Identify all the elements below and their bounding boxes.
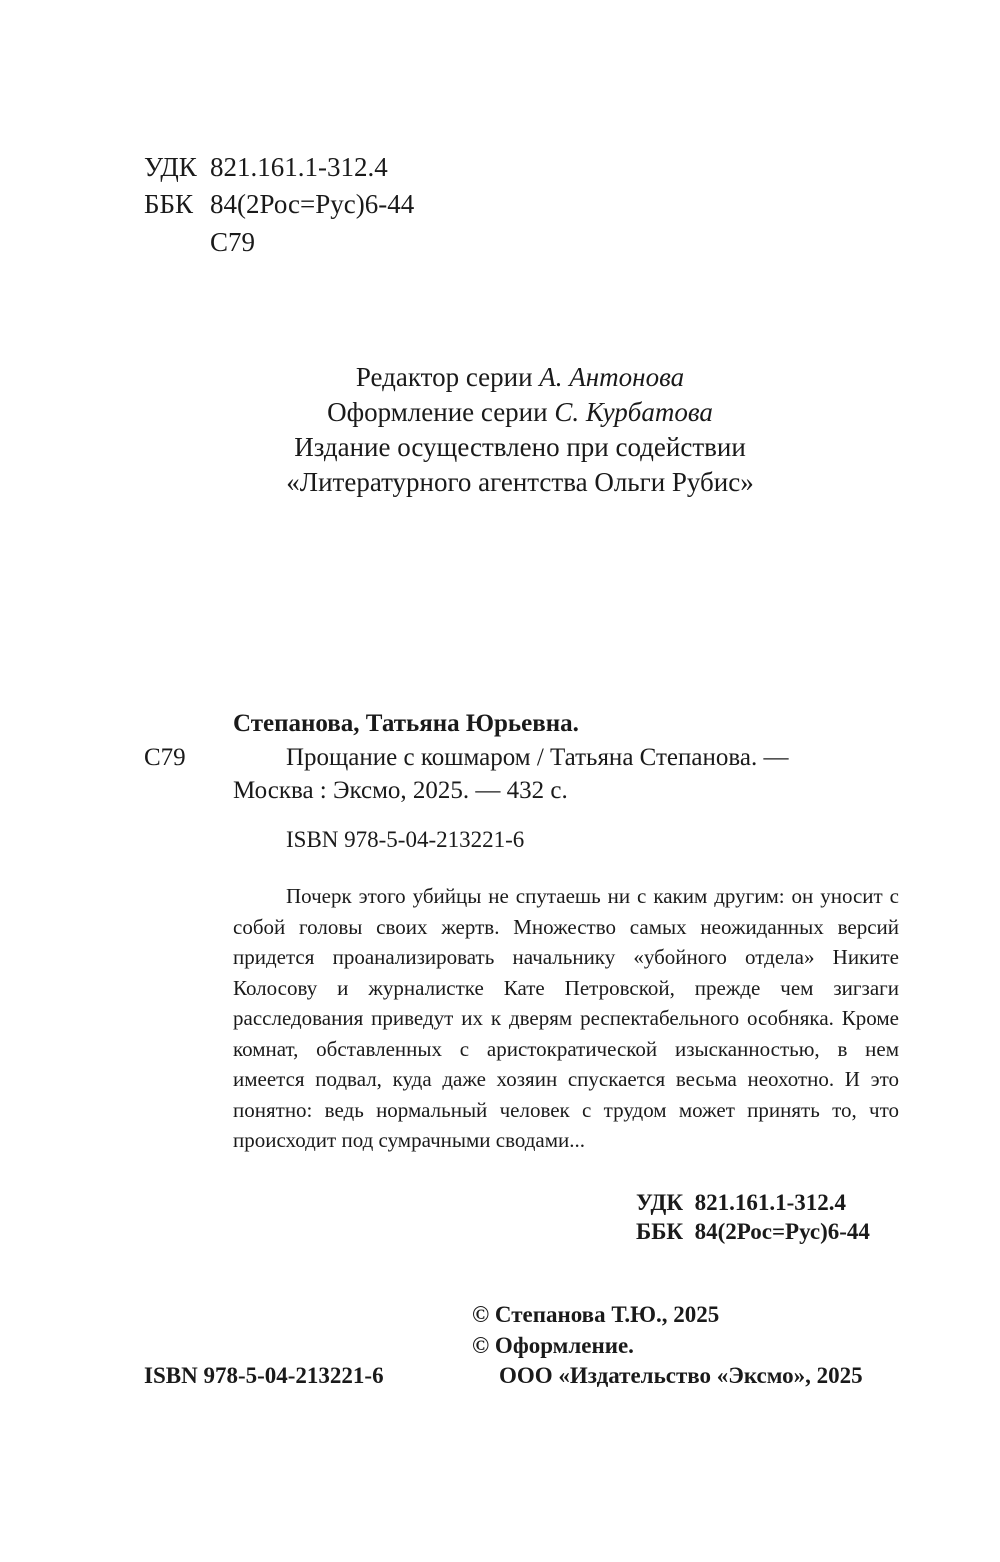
udk-bottom-value: 821.161.1-312.4 [694, 1190, 846, 1215]
card-isbn: ISBN 978-5-04-213221-6 [286, 827, 525, 852]
author-mark-top: С79 [210, 227, 256, 257]
support-line-1: Издание осуществлено при содействии [294, 432, 746, 462]
udk-bottom [636, 1187, 846, 1219]
udk-bottom-label: УДК [636, 1190, 684, 1215]
editor-label: Редактор серии [355, 362, 533, 392]
design-label: Оформление серии [327, 397, 548, 427]
card-author-mark: С79 [144, 744, 186, 771]
copyright-design: © Оформление. [472, 1333, 634, 1358]
bbk-top [144, 187, 414, 221]
card-title-line-2: Москва : Эксмо, 2025. — 432 с. [233, 777, 568, 804]
copyright-publisher: ООО «Издательство «Эксмо», 2025 [499, 1363, 863, 1388]
bbk-bottom [636, 1216, 870, 1248]
card-author: Степанова, Татьяна Юрьевна. [233, 710, 579, 737]
support-line-2: «Литературного агентства Ольги Рубис» [286, 467, 754, 497]
bbk-bottom-value: 84(2Рос=Рус)6-44 [694, 1219, 870, 1244]
card-title-line-1: Прощание с кошмаром / Татьяна Степанова. — [286, 744, 789, 771]
isbn-bottom: ISBN 978-5-04-213221-6 [144, 1363, 384, 1388]
bbk-top-label: ББК [144, 189, 194, 219]
editor-line [140, 360, 900, 395]
udk-top-value: 821.161.1-312.4 [210, 152, 388, 182]
udk-top [144, 150, 388, 184]
design-line [140, 395, 900, 430]
bbk-bottom-label: ББК [636, 1219, 684, 1244]
copyright-author: © Степанова Т.Ю., 2025 [472, 1302, 720, 1327]
series-credits [140, 360, 900, 500]
udk-top-label: УДК [144, 152, 197, 182]
editor-name: А. Антонова [539, 362, 685, 392]
bbk-top-value: 84(2Рос=Рус)6-44 [210, 189, 415, 219]
design-name: С. Курбатова [554, 397, 713, 427]
annotation: Почерк этого убийцы не спутаешь ни с каким другим: он уносит с собой головы своих жертв. Множество самых неожиданных версий придется проанализировать начальнику «убойного отдела» Никите Колосову и журналистке Кате Петровской, прежде чем зигзаги расследования приведут их к дверям респектабельного особняка. Кроме комнат, обставленных с аристократической изысканностью, в нем имеется подвал, куда даже хозяин спускается весьма неохотно. И это понятно: ведь нормальный человек с трудом может принять то, что происходит под сумрачными сводами... [233, 884, 899, 1152]
